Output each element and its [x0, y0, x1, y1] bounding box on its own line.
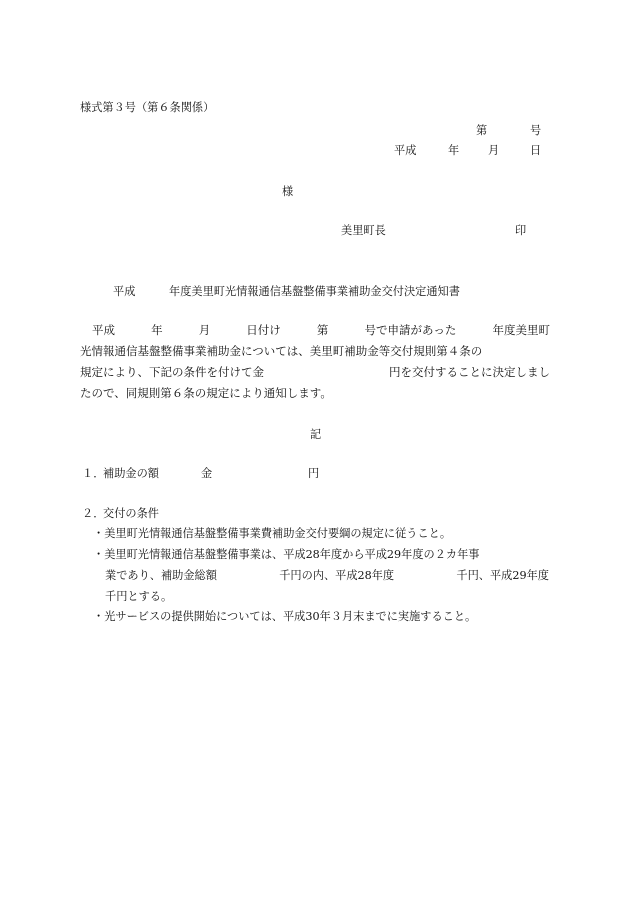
condition-bullet-3: ・光サービスの提供開始については、平成30年３月末までに実施すること。	[93, 610, 477, 623]
item2-number: ２．	[82, 507, 105, 520]
item2-label: 交付の条件	[103, 507, 159, 520]
date-year: 年	[448, 144, 460, 157]
bullet2-sougaku: 業であり、補助金総額	[105, 569, 217, 582]
paragraph-line-1	[80, 323, 550, 337]
seal-mark: 印	[515, 224, 527, 237]
paragraph-line-2: 光情報通信基盤整備事業補助金については、美里町補助金等交付規則第４条の	[80, 344, 483, 358]
para-month: 月	[198, 323, 211, 337]
condition-bullet-2: ・美里町光情報通信基盤整備事業は、平成28年度から平成29年度の２カ年事	[93, 548, 480, 561]
para-kin: 規定により、下記の条件を付けて金	[80, 365, 264, 379]
para-gou: 号で申請があった	[364, 323, 457, 337]
item1-label: 補助金の額	[103, 467, 159, 480]
doc-title-era: 平成	[113, 285, 136, 298]
item1-kin: 金	[201, 467, 213, 480]
issuer-title: 美里町長	[341, 224, 386, 237]
ki-mark: 記	[310, 428, 322, 441]
doc-title: 年度美里町光情報通信基盤整備事業補助金交付決定通知書	[169, 285, 460, 298]
para-en: 円を交付することに決定しまし	[389, 365, 550, 379]
condition-bullet-1: ・美里町光情報通信基盤整備事業費補助金交付要綱の規定に従うこと。	[93, 527, 452, 540]
para-nendo: 年度美里町	[492, 323, 550, 337]
date-era: 平成	[394, 144, 417, 157]
date-day: 日	[530, 144, 542, 157]
paragraph-line-3	[80, 365, 550, 379]
condition-bullet-2-line-2	[105, 569, 549, 583]
condition-bullet-2-line-3: 千円とする。	[105, 590, 173, 603]
bullet2-h28: 千円の内、平成28年度	[279, 569, 395, 582]
para-era: 平成	[92, 323, 115, 337]
para-day: 日付け	[246, 323, 281, 337]
paragraph-line-4: たので、同規則第６条の規定により通知します。	[80, 386, 332, 400]
addressee-suffix: 様	[282, 185, 294, 198]
para-year: 年	[151, 323, 163, 337]
form-label: 様式第３号（第６条関係）	[80, 101, 215, 114]
para-dai: 第	[316, 323, 329, 337]
bullet2-h29: 千円、平成29年度	[456, 569, 549, 582]
item1-number: １．	[82, 467, 105, 480]
date-month: 月	[488, 144, 500, 157]
doc-number-gou: 号	[530, 124, 542, 137]
item1-en: 円	[308, 467, 320, 480]
doc-number-dai: 第	[476, 124, 488, 137]
